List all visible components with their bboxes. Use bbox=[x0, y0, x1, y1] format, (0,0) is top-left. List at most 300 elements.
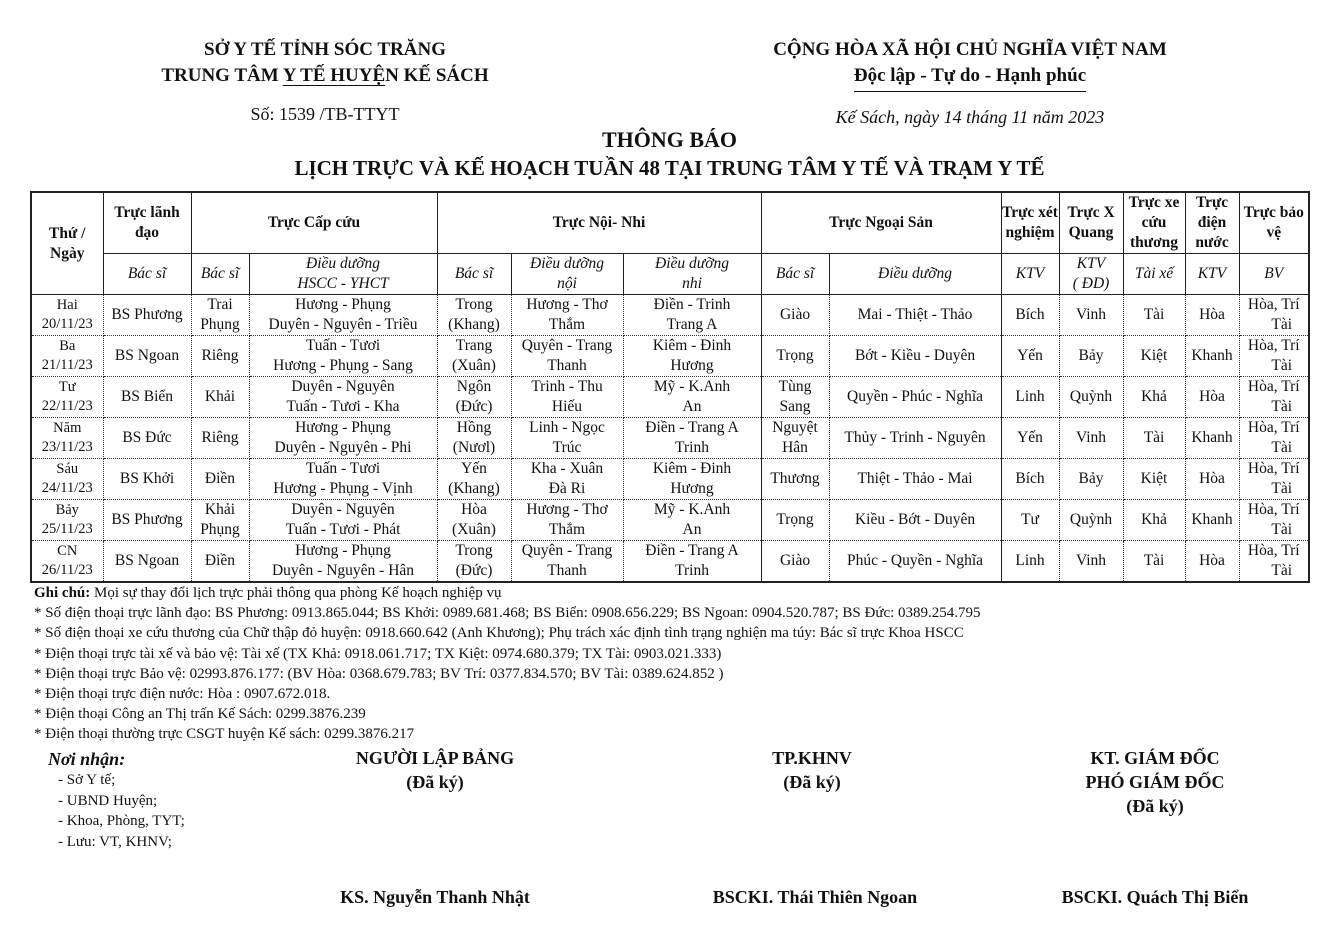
cell-text-ambulance: Tài bbox=[1143, 306, 1165, 323]
cell-in-doctor bbox=[437, 418, 511, 459]
cell-in-nurse-pediatric bbox=[623, 541, 761, 583]
cell-day bbox=[31, 336, 103, 377]
cell-leader bbox=[103, 541, 191, 583]
cell-text-sec-1: Hòa, Trí bbox=[1247, 501, 1300, 518]
cell-security bbox=[1239, 500, 1309, 541]
cell-text-in-ped-1: Mỹ - K.Anh bbox=[653, 378, 731, 395]
col-xray: Trực X Quang bbox=[1059, 192, 1123, 254]
cell-text-in-doc-1: Ngôn bbox=[456, 378, 492, 395]
cell-text-leader: BS Ngoan bbox=[114, 347, 180, 364]
cell-in-doctor bbox=[437, 459, 511, 500]
cell-er-doctor bbox=[191, 336, 249, 377]
sub-so-nurse: Điều dưỡng bbox=[829, 254, 1001, 295]
recipient-item: - Khoa, Phòng, TYT; bbox=[58, 813, 185, 829]
cell-text-leader: BS Khởi bbox=[119, 470, 175, 487]
cell-text-in-ped-2: Trinh bbox=[675, 439, 709, 456]
cell-so-doctor bbox=[761, 295, 829, 336]
cell-text-day: Sáu bbox=[56, 461, 79, 477]
cell-in-doctor bbox=[437, 541, 511, 583]
cell-text-er-doc-1: Điền bbox=[204, 552, 236, 569]
cell-text-in-ped-1: Kiêm - Đinh bbox=[652, 460, 732, 477]
cell-lab bbox=[1001, 459, 1059, 500]
header-row-sub bbox=[31, 254, 1309, 295]
cell-text-sec-1: Hòa, Trí bbox=[1247, 337, 1300, 354]
cell-in-nurse-internal bbox=[511, 500, 623, 541]
cell-lab bbox=[1001, 541, 1059, 583]
cell-text-so-doc-1: Giào bbox=[779, 552, 811, 569]
cell-text-sec-2: Tài bbox=[1271, 357, 1293, 374]
cell-text-in-doc-2: (Khang) bbox=[448, 480, 500, 497]
schedule-body bbox=[31, 295, 1309, 583]
cell-text-ambulance: Tài bbox=[1143, 429, 1165, 446]
cell-xray bbox=[1059, 418, 1123, 459]
cell-text-sec-2: Tài bbox=[1271, 562, 1293, 579]
table-row bbox=[31, 541, 1309, 583]
cell-text-in-int-2: Thắm bbox=[548, 316, 586, 333]
table-row bbox=[31, 500, 1309, 541]
col-day: Thứ / Ngày bbox=[31, 192, 103, 295]
cell-text-leader: BS Phương bbox=[111, 306, 183, 323]
cell-text-so-doc-1: Nguyệt bbox=[772, 419, 818, 436]
cell-text-in-ped-2: Trang A bbox=[666, 316, 718, 333]
cell-text-xray: Bảy bbox=[1078, 347, 1104, 364]
cell-text-in-int-2: Thắm bbox=[548, 521, 586, 538]
cell-text-er-nurse-2: Duyên - Nguyên - Hân bbox=[271, 562, 415, 579]
cell-text-in-int-1: Hương - Thơ bbox=[526, 501, 608, 518]
cell-text-so-doc-1: Giào bbox=[779, 306, 811, 323]
cell-utilities bbox=[1185, 295, 1239, 336]
cell-text-er-nurse-2: Hương - Phụng - Vịnh bbox=[273, 480, 413, 497]
cell-text-in-int-1: Quyên - Trang bbox=[521, 337, 613, 354]
table-row bbox=[31, 418, 1309, 459]
notes-section bbox=[34, 583, 981, 745]
cell-so-nurse bbox=[829, 377, 1001, 418]
signature-director: KT. GIÁM ĐỐC PHÓ GIÁM ĐỐC (Đã ký) bbox=[1085, 748, 1225, 816]
cell-text-so-nurse: Bớt - Kiều - Duyên bbox=[854, 347, 976, 364]
cell-xray bbox=[1059, 541, 1123, 583]
cell-in-nurse-internal bbox=[511, 336, 623, 377]
col-emergency: Trực Cấp cứu bbox=[191, 192, 437, 254]
cell-text-day: Năm bbox=[53, 420, 82, 436]
cell-text-in-ped-2: Hương bbox=[670, 480, 714, 497]
cell-text-lab: Bích bbox=[1015, 470, 1045, 487]
cell-text-utilities: Hòa bbox=[1199, 552, 1225, 569]
cell-so-nurse bbox=[829, 459, 1001, 500]
cell-security bbox=[1239, 459, 1309, 500]
cell-text-er-nurse-1: Tuấn - Tươi bbox=[305, 337, 381, 354]
sub-ambulance: Tài xế bbox=[1123, 254, 1185, 295]
cell-leader bbox=[103, 418, 191, 459]
cell-utilities bbox=[1185, 500, 1239, 541]
cell-text-in-doc-1: Trang bbox=[455, 337, 493, 354]
title-notice: THÔNG BÁO bbox=[601, 127, 738, 152]
cell-text-in-int-1: Hương - Thơ bbox=[526, 296, 608, 313]
cell-text-er-doc-1: Trai bbox=[207, 296, 233, 313]
cell-in-nurse-pediatric bbox=[623, 500, 761, 541]
cell-text-in-int-1: Linh - Ngọc bbox=[529, 419, 605, 436]
cell-text-er-nurse-1: Hương - Phụng bbox=[295, 296, 391, 313]
cell-er-nurse bbox=[249, 541, 437, 583]
cell-in-doctor bbox=[437, 336, 511, 377]
col-surgery-obstetrics: Trực Ngoại Sản bbox=[761, 192, 1001, 254]
cell-text-date: 25/11/23 bbox=[41, 521, 93, 537]
cell-text-so-doc-1: Tùng bbox=[778, 378, 812, 395]
cell-text-in-doc-1: Trong bbox=[455, 296, 493, 313]
cell-text-lab: Linh bbox=[1015, 552, 1045, 569]
national-header bbox=[720, 37, 1220, 128]
cell-day bbox=[31, 418, 103, 459]
cell-text-er-nurse-1: Duyên - Nguyên bbox=[291, 501, 395, 518]
cell-text-in-doc-2: (Đức) bbox=[455, 562, 493, 579]
cell-text-so-doc-1: Trọng bbox=[776, 347, 814, 364]
cell-text-in-doc-2: (Xuân) bbox=[452, 521, 496, 538]
cell-in-nurse-pediatric bbox=[623, 336, 761, 377]
cell-text-xray: Quỳnh bbox=[1069, 388, 1113, 405]
cell-text-er-nurse-1: Duyên - Nguyên bbox=[291, 378, 395, 395]
cell-text-leader: BS Phương bbox=[111, 511, 183, 528]
cell-text-lab: Tư bbox=[1021, 511, 1039, 528]
cell-so-nurse bbox=[829, 336, 1001, 377]
cell-text-utilities: Khanh bbox=[1191, 347, 1233, 364]
cell-so-doctor bbox=[761, 377, 829, 418]
cell-text-lab: Bích bbox=[1015, 306, 1045, 323]
cell-leader bbox=[103, 377, 191, 418]
cell-day bbox=[31, 459, 103, 500]
cell-text-in-doc-2: (Khang) bbox=[448, 316, 500, 333]
note-item: * Số điện thoại xe cứu thương của Chữ thập đỏ huyện: 0918.660.642 (Anh Khương); Phụ trách xác định tình trạng nghiện ma túy: Bác sĩ trực Khoa HSCC bbox=[34, 625, 964, 642]
cell-ambulance bbox=[1123, 418, 1185, 459]
cell-text-er-doc-1: Riêng bbox=[201, 347, 239, 364]
cell-text-ambulance: Khả bbox=[1141, 388, 1167, 405]
cell-text-day: Ba bbox=[59, 338, 76, 354]
cell-ambulance bbox=[1123, 336, 1185, 377]
cell-day bbox=[31, 377, 103, 418]
cell-text-sec-2: Tài bbox=[1271, 439, 1293, 456]
cell-so-doctor bbox=[761, 541, 829, 583]
cell-text-sec-1: Hòa, Trí bbox=[1247, 296, 1300, 313]
cell-in-nurse-pediatric bbox=[623, 418, 761, 459]
cell-in-nurse-internal bbox=[511, 459, 623, 500]
cell-leader bbox=[103, 459, 191, 500]
cell-lab bbox=[1001, 377, 1059, 418]
cell-text-er-nurse-1: Tuấn - Tươi bbox=[305, 460, 381, 477]
cell-text-er-doc-1: Riêng bbox=[201, 429, 239, 446]
sub-utilities: KTV bbox=[1185, 254, 1239, 295]
cell-text-so-nurse: Kiều - Bớt - Duyên bbox=[854, 511, 976, 528]
cell-text-in-int-2: Hiếu bbox=[551, 398, 583, 415]
cell-xray bbox=[1059, 295, 1123, 336]
cell-in-nurse-pediatric bbox=[623, 459, 761, 500]
cell-text-utilities: Hòa bbox=[1199, 306, 1225, 323]
cell-so-doctor bbox=[761, 459, 829, 500]
cell-text-er-doc-1: Điền bbox=[204, 470, 236, 487]
note-item: * Số điện thoại trực lãnh đạo: BS Phương: 0913.865.044; BS Khởi: 0989.681.468; BS Biển: 0908.656.229; BS Ngoan: 0904.520.787; BS Đức: 0389.254.795 bbox=[34, 605, 981, 622]
cell-text-sec-1: Hòa, Trí bbox=[1247, 378, 1300, 395]
cell-lab bbox=[1001, 336, 1059, 377]
cell-text-in-doc-1: Hòa bbox=[461, 501, 487, 518]
cell-er-nurse bbox=[249, 500, 437, 541]
cell-in-nurse-pediatric bbox=[623, 377, 761, 418]
cell-er-doctor bbox=[191, 500, 249, 541]
cell-text-leader: BS Biển bbox=[120, 388, 174, 405]
cell-lab bbox=[1001, 418, 1059, 459]
col-internal-pediatrics: Trực Nội- Nhi bbox=[437, 192, 761, 254]
sub-leader-doctor: Bác sĩ bbox=[103, 254, 191, 295]
cell-text-xray: Vinh bbox=[1075, 306, 1107, 323]
cell-text-date: 24/11/23 bbox=[41, 480, 93, 496]
cell-text-ambulance: Kiệt bbox=[1140, 347, 1168, 364]
cell-utilities bbox=[1185, 459, 1239, 500]
cell-text-in-ped-2: Hương bbox=[670, 357, 714, 374]
cell-text-day: Tư bbox=[58, 379, 76, 395]
duty-schedule-table bbox=[30, 191, 1310, 583]
cell-day bbox=[31, 541, 103, 583]
cell-text-so-doc-2: Hân bbox=[782, 439, 808, 456]
cell-text-sec-2: Tài bbox=[1271, 316, 1293, 333]
table-row bbox=[31, 377, 1309, 418]
cell-day bbox=[31, 295, 103, 336]
issuer-header bbox=[110, 37, 540, 125]
document-title bbox=[0, 126, 1339, 182]
cell-text-leader: BS Đức bbox=[122, 429, 172, 446]
cell-security bbox=[1239, 336, 1309, 377]
cell-text-in-ped-2: An bbox=[682, 521, 702, 538]
cell-text-so-doc-1: Thương bbox=[770, 470, 820, 487]
cell-text-in-int-1: Kha - Xuân bbox=[530, 460, 604, 477]
cell-text-er-doc-1: Khải bbox=[204, 501, 236, 518]
cell-ambulance bbox=[1123, 459, 1185, 500]
cell-xray bbox=[1059, 377, 1123, 418]
cell-leader bbox=[103, 500, 191, 541]
col-lab: Trực xét nghiệm bbox=[1001, 192, 1059, 254]
sub-lab: KTV bbox=[1001, 254, 1059, 295]
cell-text-utilities: Hòa bbox=[1199, 470, 1225, 487]
cell-er-doctor bbox=[191, 459, 249, 500]
note-item: * Điện thoại trực điện nước: Hòa : 0907.672.018. bbox=[34, 686, 331, 703]
cell-er-doctor bbox=[191, 541, 249, 583]
cell-lab bbox=[1001, 295, 1059, 336]
cell-text-in-int-1: Quyên - Trang bbox=[521, 542, 613, 559]
col-ambulance: Trực xe cứu thương bbox=[1123, 192, 1185, 254]
sub-in-doctor: Bác sĩ bbox=[437, 254, 511, 295]
cell-text-in-ped-1: Mỹ - K.Anh bbox=[653, 501, 731, 518]
cell-text-so-nurse: Quyền - Phúc - Nghĩa bbox=[847, 388, 984, 405]
signer-name-director: BSCKI. Quách Thị Biển bbox=[1061, 887, 1249, 907]
cell-text-date: 21/11/23 bbox=[41, 357, 93, 373]
cell-in-nurse-internal bbox=[511, 541, 623, 583]
note-item: * Điện thoại thường trực CSGT huyện Kế sách: 0299.3876.217 bbox=[34, 726, 415, 743]
notes-main: Ghi chú: Mọi sự thay đổi lịch trực phải thông qua phòng Kế hoạch nghiệp vụ bbox=[34, 585, 502, 601]
cell-ambulance bbox=[1123, 377, 1185, 418]
sub-in-nurse-internal: Điều dưỡng nội bbox=[511, 254, 623, 295]
note-item: * Điện thoại Công an Thị trấn Kế Sách: 0299.3876.239 bbox=[34, 706, 366, 723]
cell-security bbox=[1239, 377, 1309, 418]
cell-text-so-nurse: Thủy - Trinh - Nguyên bbox=[844, 429, 986, 446]
cell-leader bbox=[103, 336, 191, 377]
cell-er-nurse bbox=[249, 418, 437, 459]
cell-text-so-doc-1: Trọng bbox=[776, 511, 814, 528]
cell-security bbox=[1239, 418, 1309, 459]
cell-text-so-nurse: Thiệt - Thảo - Mai bbox=[857, 470, 973, 487]
cell-er-nurse bbox=[249, 295, 437, 336]
cell-er-nurse bbox=[249, 377, 437, 418]
national-motto: Độc lập - Tự do - Hạnh phúc bbox=[854, 63, 1086, 92]
cell-text-xray: Vinh bbox=[1075, 429, 1107, 446]
cell-text-lab: Yến bbox=[1017, 429, 1043, 446]
cell-xray bbox=[1059, 459, 1123, 500]
cell-text-utilities: Khanh bbox=[1191, 511, 1233, 528]
recipients-title: Nơi nhận: bbox=[48, 749, 126, 769]
recipient-item: - Sở Y tế; bbox=[58, 772, 116, 788]
cell-text-sec-2: Tài bbox=[1271, 521, 1293, 538]
cell-er-doctor bbox=[191, 377, 249, 418]
cell-xray bbox=[1059, 336, 1123, 377]
cell-text-date: 20/11/23 bbox=[41, 316, 93, 332]
cell-text-day: Bảy bbox=[55, 502, 79, 518]
country-name: CỘNG HÒA XÃ HỘI CHỦ NGHĨA VIỆT NAM bbox=[773, 39, 1167, 60]
note-item: * Điện thoại trực Bảo vệ: 02993.876.177: (BV Hòa: 0368.679.783; BV Trí: 0377.834.570; BV Tài: 0389.624.852 ) bbox=[34, 665, 724, 682]
cell-text-er-doc-2: Phụng bbox=[200, 521, 240, 538]
center-name: TRUNG TÂM Y TẾ HUYỆN KẾ SÁCH bbox=[161, 65, 489, 86]
header-row-main bbox=[31, 192, 1309, 254]
cell-text-utilities: Hòa bbox=[1199, 388, 1225, 405]
cell-text-so-nurse: Phúc - Quyền - Nghĩa bbox=[847, 552, 984, 569]
cell-text-ambulance: Kiệt bbox=[1140, 470, 1168, 487]
cell-text-er-nurse-2: Duyên - Nguyên - Phi bbox=[274, 439, 412, 456]
cell-in-nurse-pediatric bbox=[623, 295, 761, 336]
cell-text-in-ped-1: Điền - Trang A bbox=[645, 542, 739, 559]
cell-text-xray: Vinh bbox=[1075, 552, 1107, 569]
cell-so-nurse bbox=[829, 541, 1001, 583]
cell-text-utilities: Khanh bbox=[1191, 429, 1233, 446]
cell-text-er-nurse-2: Tuấn - Tươi - Kha bbox=[286, 398, 400, 415]
cell-text-in-doc-1: Trong bbox=[455, 542, 493, 559]
cell-day bbox=[31, 500, 103, 541]
signature-khnv: TP.KHNV (Đã ký) bbox=[772, 748, 852, 792]
recipient-item: - Lưu: VT, KHNV; bbox=[58, 833, 172, 850]
cell-so-nurse bbox=[829, 295, 1001, 336]
cell-ambulance bbox=[1123, 295, 1185, 336]
cell-text-ambulance: Khả bbox=[1141, 511, 1167, 528]
cell-er-nurse bbox=[249, 459, 437, 500]
cell-text-sec-1: Hòa, Trí bbox=[1247, 542, 1300, 559]
cell-text-date: 26/11/23 bbox=[41, 562, 93, 578]
cell-text-sec-2: Tài bbox=[1271, 398, 1293, 415]
cell-security bbox=[1239, 541, 1309, 583]
cell-text-so-doc-2: Sang bbox=[779, 398, 811, 415]
cell-text-in-doc-2: (Xuân) bbox=[452, 357, 496, 374]
cell-er-nurse bbox=[249, 336, 437, 377]
recipient-item: - UBND Huyện; bbox=[58, 792, 158, 809]
cell-text-in-int-2: Thanh bbox=[547, 357, 587, 374]
signer-name-preparer: KS. Nguyễn Thanh Nhật bbox=[340, 887, 530, 907]
cell-text-so-nurse: Mai - Thiệt - Thảo bbox=[857, 306, 973, 323]
sub-in-nurse-pediatric: Điều dưỡng nhi bbox=[623, 254, 761, 295]
cell-text-lab: Yến bbox=[1017, 347, 1043, 364]
cell-text-in-ped-2: Trinh bbox=[675, 562, 709, 579]
cell-text-sec-2: Tài bbox=[1271, 480, 1293, 497]
cell-text-er-nurse-1: Hương - Phụng bbox=[295, 542, 391, 559]
col-leader: Trực lãnh đạo bbox=[103, 192, 191, 254]
recipients-section bbox=[48, 748, 185, 852]
cell-text-in-ped-1: Điền - Trinh bbox=[653, 296, 731, 313]
cell-text-in-doc-1: Yến bbox=[461, 460, 487, 477]
cell-in-doctor bbox=[437, 377, 511, 418]
cell-text-lab: Linh bbox=[1015, 388, 1045, 405]
signer-name-khnv: BSCKI. Thái Thiên Ngoan bbox=[712, 887, 918, 907]
cell-so-nurse bbox=[829, 500, 1001, 541]
cell-er-doctor bbox=[191, 418, 249, 459]
cell-in-nurse-internal bbox=[511, 418, 623, 459]
cell-text-er-doc-2: Phụng bbox=[200, 316, 240, 333]
document-number: Số: 1539 /TB-TTYT bbox=[250, 104, 400, 124]
sub-er-nurse: Điều dưỡng HSCC - YHCT bbox=[249, 254, 437, 295]
cell-in-nurse-internal bbox=[511, 377, 623, 418]
table-row bbox=[31, 336, 1309, 377]
cell-text-day: CN bbox=[57, 543, 78, 559]
cell-text-er-doc-1: Khải bbox=[204, 388, 236, 405]
col-utilities: Trực điện nước bbox=[1185, 192, 1239, 254]
table-row bbox=[31, 459, 1309, 500]
cell-text-in-ped-2: An bbox=[682, 398, 702, 415]
col-security: Trực bảo vệ bbox=[1239, 192, 1309, 254]
sub-security: BV bbox=[1239, 254, 1309, 295]
sub-xray: KTV ( ĐD) bbox=[1059, 254, 1123, 295]
cell-in-doctor bbox=[437, 295, 511, 336]
cell-utilities bbox=[1185, 418, 1239, 459]
cell-text-in-ped-1: Điền - Trang A bbox=[645, 419, 739, 436]
cell-text-date: 22/11/23 bbox=[41, 398, 93, 414]
cell-text-day: Hai bbox=[56, 297, 78, 313]
cell-text-in-int-1: Trinh - Thu bbox=[531, 378, 603, 395]
cell-text-xray: Quỳnh bbox=[1069, 511, 1113, 528]
cell-in-doctor bbox=[437, 500, 511, 541]
cell-xray bbox=[1059, 500, 1123, 541]
cell-text-er-nurse-2: Duyên - Nguyên - Triều bbox=[268, 316, 418, 333]
cell-utilities bbox=[1185, 377, 1239, 418]
cell-text-in-doc-1: Hồng bbox=[456, 419, 492, 436]
cell-text-in-int-2: Trúc bbox=[552, 439, 582, 456]
cell-text-sec-1: Hòa, Trí bbox=[1247, 419, 1300, 436]
cell-text-xray: Bảy bbox=[1078, 470, 1104, 487]
cell-security bbox=[1239, 295, 1309, 336]
cell-utilities bbox=[1185, 541, 1239, 583]
cell-text-sec-1: Hòa, Trí bbox=[1247, 460, 1300, 477]
cell-so-doctor bbox=[761, 336, 829, 377]
cell-ambulance bbox=[1123, 500, 1185, 541]
sub-er-doctor: Bác sĩ bbox=[191, 254, 249, 295]
cell-er-doctor bbox=[191, 295, 249, 336]
cell-text-er-nurse-1: Hương - Phụng bbox=[295, 419, 391, 436]
cell-lab bbox=[1001, 500, 1059, 541]
cell-so-doctor bbox=[761, 500, 829, 541]
note-item: * Điện thoại trực tài xế và bảo vệ: Tài xế (TX Khả: 0918.061.717; TX Kiệt: 0974.680.379; TX Tài: 0903.021.333) bbox=[34, 645, 722, 662]
cell-ambulance bbox=[1123, 541, 1185, 583]
cell-text-in-doc-2: (Nươl) bbox=[452, 439, 496, 456]
cell-so-doctor bbox=[761, 418, 829, 459]
department-name: SỞ Y TẾ TỈNH SÓC TRĂNG bbox=[204, 39, 446, 60]
signature-preparer: NGƯỜI LẬP BẢNG (Đã ký) bbox=[355, 748, 515, 792]
cell-leader bbox=[103, 295, 191, 336]
cell-utilities bbox=[1185, 336, 1239, 377]
cell-text-er-nurse-2: Hương - Phụng - Sang bbox=[273, 357, 413, 374]
cell-text-ambulance: Tài bbox=[1143, 552, 1165, 569]
cell-text-date: 23/11/23 bbox=[41, 439, 93, 455]
cell-text-in-int-2: Đà Ri bbox=[548, 480, 586, 497]
cell-text-in-doc-2: (Đức) bbox=[455, 398, 493, 415]
cell-text-in-ped-1: Kiêm - Đinh bbox=[652, 337, 732, 354]
cell-text-er-nurse-2: Tuấn - Tươi - Phát bbox=[285, 521, 401, 538]
